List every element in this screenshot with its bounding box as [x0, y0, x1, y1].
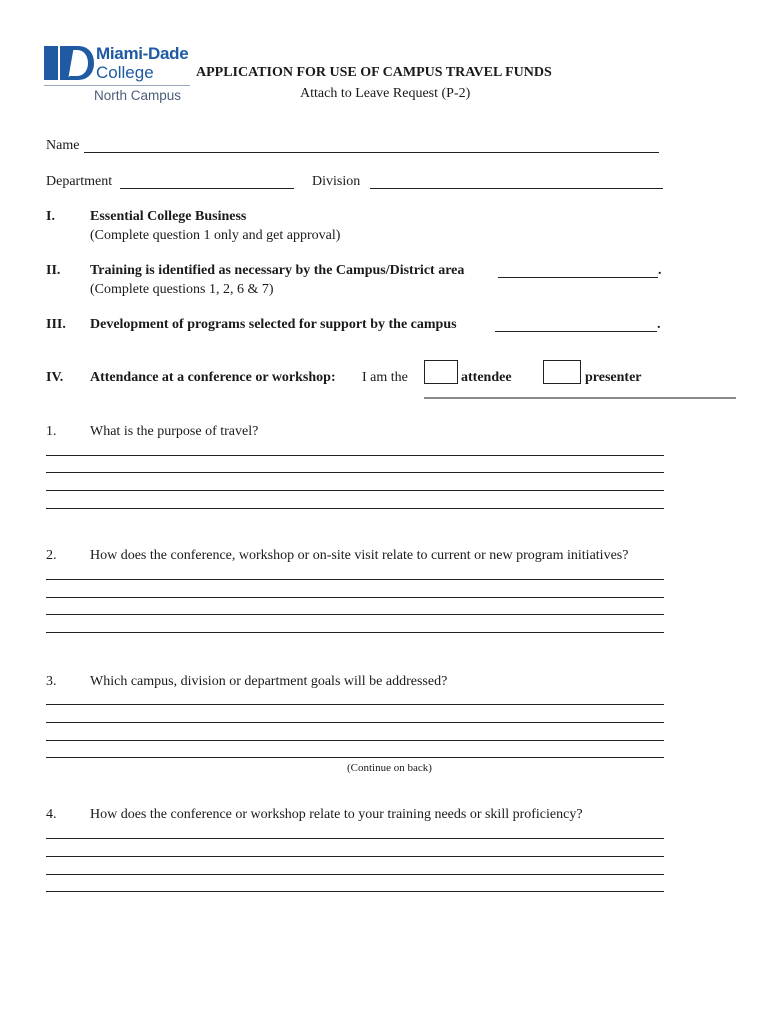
section-2-title: Training is identified as necessary by the Campus/District area	[90, 263, 465, 278]
question-3-answer-line[interactable]	[46, 757, 664, 758]
section-2-note: (Complete questions 1, 2, 6 & 7)	[90, 282, 274, 297]
form-title: APPLICATION FOR USE OF CAMPUS TRAVEL FUNDS	[196, 65, 552, 80]
logo-name-line1: Miami-Dade	[96, 44, 189, 63]
name-field[interactable]	[84, 152, 659, 153]
division-label: Division	[312, 174, 361, 189]
question-4-answer-line[interactable]	[46, 874, 664, 875]
section-4-numeral: IV.	[46, 370, 64, 385]
question-1-number: 1.	[46, 424, 57, 439]
question-4-answer-line[interactable]	[46, 838, 664, 839]
question-3-text: Which campus, division or department goals will be addressed?	[90, 674, 448, 689]
logo-campus: North Campus	[94, 88, 182, 103]
section-3-field[interactable]	[495, 331, 657, 332]
department-label: Department	[46, 174, 113, 189]
section-2-numeral: II.	[46, 263, 61, 278]
section-3-numeral: III.	[46, 317, 66, 332]
question-3-answer-line[interactable]	[46, 722, 664, 723]
question-1-answer-line[interactable]	[46, 455, 664, 456]
attendee-checkbox[interactable]	[424, 360, 458, 384]
question-1-answer-line[interactable]	[46, 472, 664, 473]
section-1-numeral: I.	[46, 209, 55, 224]
section-3-period: .	[657, 317, 661, 332]
name-label: Name	[46, 138, 80, 153]
section-divider	[424, 397, 736, 399]
question-2-text: How does the conference, workshop or on-site visit relate to current or new program initiatives?	[90, 548, 629, 563]
question-4-answer-line[interactable]	[46, 856, 664, 857]
question-2-answer-line[interactable]	[46, 632, 664, 633]
section-3-title: Development of programs selected for support by the campus	[90, 317, 457, 332]
question-3-answer-line[interactable]	[46, 740, 664, 741]
question-1-answer-line[interactable]	[46, 508, 664, 509]
question-3-answer-line[interactable]	[46, 704, 664, 705]
attendee-label: attendee	[461, 370, 512, 385]
presenter-label: presenter	[585, 370, 642, 385]
department-field[interactable]	[120, 188, 294, 189]
question-2-answer-line[interactable]	[46, 597, 664, 598]
logo-name-line2: College	[96, 63, 154, 82]
question-1-answer-line[interactable]	[46, 490, 664, 491]
question-4-text: How does the conference or workshop relate to your training needs or skill proficiency?	[90, 807, 583, 822]
question-4-number: 4.	[46, 807, 57, 822]
section-2-period: .	[658, 263, 662, 278]
college-logo-mark-icon	[44, 46, 94, 80]
question-2-answer-line[interactable]	[46, 579, 664, 580]
section-1-note: (Complete question 1 only and get approval)	[90, 228, 341, 243]
question-1-text: What is the purpose of travel?	[90, 424, 259, 439]
form-subtitle: Attach to Leave Request (P-2)	[300, 86, 471, 101]
college-logo	[44, 44, 194, 106]
division-field[interactable]	[370, 188, 663, 189]
section-2-field[interactable]	[498, 277, 658, 278]
section-4-suffix: I am the	[362, 370, 408, 385]
question-4-answer-line[interactable]	[46, 891, 664, 892]
question-2-answer-line[interactable]	[46, 614, 664, 615]
logo-divider	[44, 85, 190, 86]
question-3-number: 3.	[46, 674, 57, 689]
section-4-title: Attendance at a conference or workshop:	[90, 370, 336, 385]
presenter-checkbox[interactable]	[543, 360, 581, 384]
continue-note: (Continue on back)	[347, 762, 432, 774]
question-2-number: 2.	[46, 548, 57, 563]
section-1-title: Essential College Business	[90, 209, 247, 224]
